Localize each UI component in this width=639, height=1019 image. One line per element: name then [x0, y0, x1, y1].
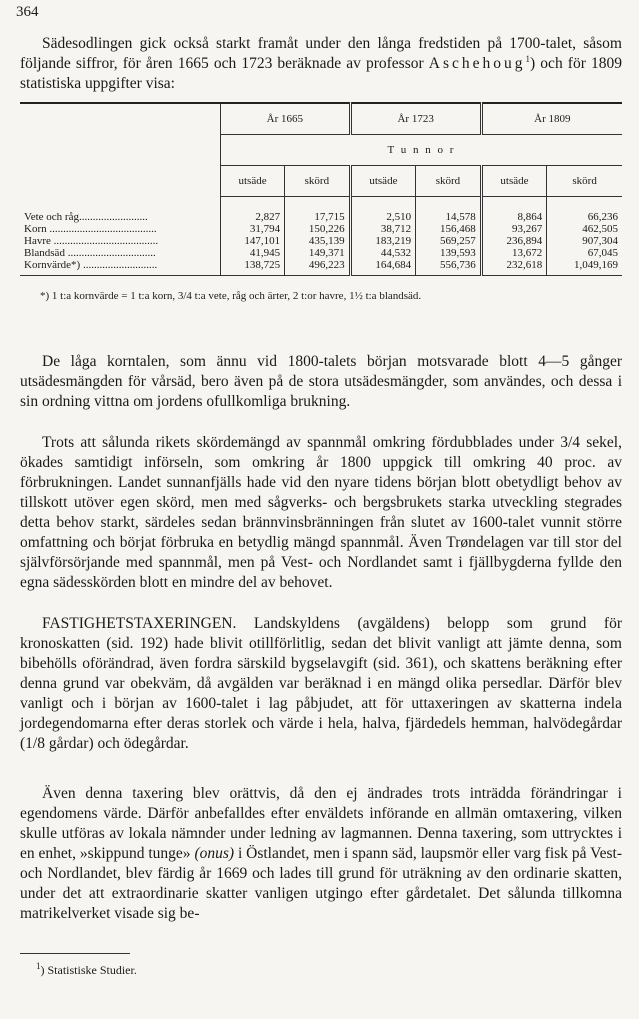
table-row — [20, 247, 622, 259]
paragraph-text: i Östlandet, men i spann säd, laupsmör eller varg fisk på Vest- och Nordlandet, blev färdig år 1669 och lades till grund för uträkning av den ordinarie skatten, under det att extraordinarie skatter vanligen utgingo efter gårdetalet. Det sålunda tillkomna matrikelverket visade sig be- — [20, 845, 622, 922]
emphasis: (onus) — [194, 845, 235, 862]
subheader: skörd — [547, 166, 622, 197]
paragraph-text: gårdar) och ödegårdar. — [44, 735, 189, 752]
table-stub — [20, 103, 221, 197]
table-cell: 14,578 — [416, 211, 482, 223]
subheader: utsäde — [350, 166, 416, 197]
footnote-text: ) Statistiske Studier. — [40, 963, 137, 977]
paragraph-2 — [20, 433, 622, 593]
paragraph-text: Landskyldens (avgäldens) belopp som grund för kronoskatten (sid. 192) hade blivit otillförlitlig, sedan det blivit vanligt att jämte denna, som bibehölls oförändrad, även fordra särskild bygselavgift (sid. 361), och skattens beräkning efter denna grund var obekväm, då avgälden var beräknad i en mängd olika persedlar. Därför blev vanligt och i början av 1600-talet i lag påbjudet, att för uttaxeringen av skatterna indela jordegendomarna efter deras storlek och värde i hela, halva, fjärdedels hemman, halvödegårdar ( — [20, 615, 622, 752]
intro-text-end: ) och för 1809 statistiska uppgifter visa: — [20, 55, 622, 92]
intro-paragraph — [20, 34, 622, 94]
table-footnote: *) 1 t:a kornvärde = 1 t:a korn, 3/4 t:a vete, råg och ärter, 2 t:or havre, 1½ t:a blandsäd. — [40, 290, 422, 302]
year-header: År 1809 — [481, 103, 622, 135]
page-number: 364 — [16, 4, 39, 20]
table-cell: 2,510 — [350, 211, 416, 223]
fraction: 3/4 — [560, 434, 581, 451]
table-cell: 462,505 — [547, 223, 622, 235]
row-label: Kornvärde*) ........................... — [24, 258, 158, 271]
footnote-mark: 1 — [36, 961, 41, 971]
table-cell: 67,045 — [547, 247, 622, 259]
table-row — [20, 211, 622, 223]
table-cell: 907,304 — [547, 235, 622, 247]
paragraph-text: Även denna taxering blev orättvis, då den ej ändrades trots inträdda förändringar i egendomens värde. Därför anbefalldes efter enväldets införande en allmän omtaxering, vilken skulle utföras av lokala nämnder under ledning av lagmannen. Denna taxering, som uttrycktes i en enhet, »skippund tunge» — [20, 785, 622, 862]
table-cell: 147,101 — [221, 235, 285, 247]
section-heading: FASTIGHETSTAXERINGEN. — [42, 615, 237, 632]
row-label: Korn ....................................... — [24, 222, 157, 235]
table-row — [20, 235, 622, 247]
table-cell: 569,257 — [416, 235, 482, 247]
footnote-ref: 1 — [525, 53, 531, 64]
year-header: År 1665 — [221, 103, 351, 135]
page-footnote — [36, 963, 137, 978]
row-label: Havre ...................................... — [24, 234, 159, 247]
table-row — [20, 223, 622, 235]
table-cell: 164,684 — [350, 259, 416, 271]
subheader: utsäde — [221, 166, 285, 197]
table-cell: 236,894 — [481, 235, 547, 247]
paragraph-text: Trots att sålunda rikets skördemängd av spannmål omkring fördubblades under — [42, 434, 561, 451]
paragraph-text: De låga korntalen, som ännu vid 1800-talets början motsvarade blott 4—5 gånger utsädesmängden för vårsäd, bero även på de stora utsädesmängder, som användes, och dessa i sin ordning vittna om jordens ofullkomliga brukning. — [20, 353, 622, 410]
table-row — [20, 259, 622, 271]
intro-text: Sädesodlingen gick också starkt framåt under den långa fredstiden på 1700-talet, såsom följande siffror, för åren 1665 och 1723 beräknade av professor — [20, 35, 622, 72]
subheader: skörd — [416, 166, 482, 197]
subheader: utsäde — [481, 166, 547, 197]
table-cell: 38,712 — [350, 223, 416, 235]
table-cell: 556,736 — [416, 259, 482, 271]
grain-statistics-table — [20, 102, 622, 276]
author-name: Aschehoug — [428, 55, 526, 72]
table-cell: 44,532 — [350, 247, 416, 259]
table-cell: 183,219 — [350, 235, 416, 247]
subheader: skörd — [285, 166, 351, 197]
table-cell: 156,468 — [416, 223, 482, 235]
table-cell: 93,267 — [481, 223, 547, 235]
table-cell: 138,725 — [221, 259, 285, 271]
table-cell: 13,672 — [481, 247, 547, 259]
table-cell: 496,223 — [285, 259, 351, 271]
row-label: Vete och råg......................... — [24, 210, 148, 223]
paragraph-3 — [20, 614, 622, 754]
table-cell: 232,618 — [481, 259, 547, 271]
paragraph-1 — [20, 352, 622, 412]
fraction: 1/8 — [25, 735, 45, 752]
table-cell: 66,236 — [547, 211, 622, 223]
table-cell: 31,794 — [221, 223, 285, 235]
unit-header: T u n n o r — [221, 135, 623, 166]
table-cell: 2,827 — [221, 211, 285, 223]
table-cell: 8,864 — [481, 211, 547, 223]
year-header: År 1723 — [350, 103, 481, 135]
table-cell: 1,049,169 — [547, 259, 622, 271]
table-cell: 150,226 — [285, 223, 351, 235]
table-cell: 17,715 — [285, 211, 351, 223]
table-cell: 41,945 — [221, 247, 285, 259]
table-cell: 139,593 — [416, 247, 482, 259]
footnote-rule — [20, 953, 130, 954]
table-cell: 435,139 — [285, 235, 351, 247]
paragraph-text: sekel, ökades samtidigt införseln, som omkring år 1800 uppgick till omkring 40 proc. av förbrukningen. Landet sunnanfjälls hade vid den nyare tidens början blott obetydligt behov av tillskott utöver egen skörd, men med sågverks- och bergsbrukets starka utveckling stegrades detta behov starkt, särdeles sedan brännvinsbränningen från slutet av 1600-talet vunnit större omfattning och börjat förbruka en betydlig mängd spannmål. Även Trøndelagen var till stor del självförsörjande med spannmål, men på Vest- och Nordlandet samt i fjällbygderna fyllde den egna sädesskörden blott en mindre del av behovet. — [20, 434, 622, 591]
paragraph-4 — [20, 784, 622, 924]
table-cell: 149,371 — [285, 247, 351, 259]
row-label: Blandsäd ................................ — [24, 246, 156, 259]
